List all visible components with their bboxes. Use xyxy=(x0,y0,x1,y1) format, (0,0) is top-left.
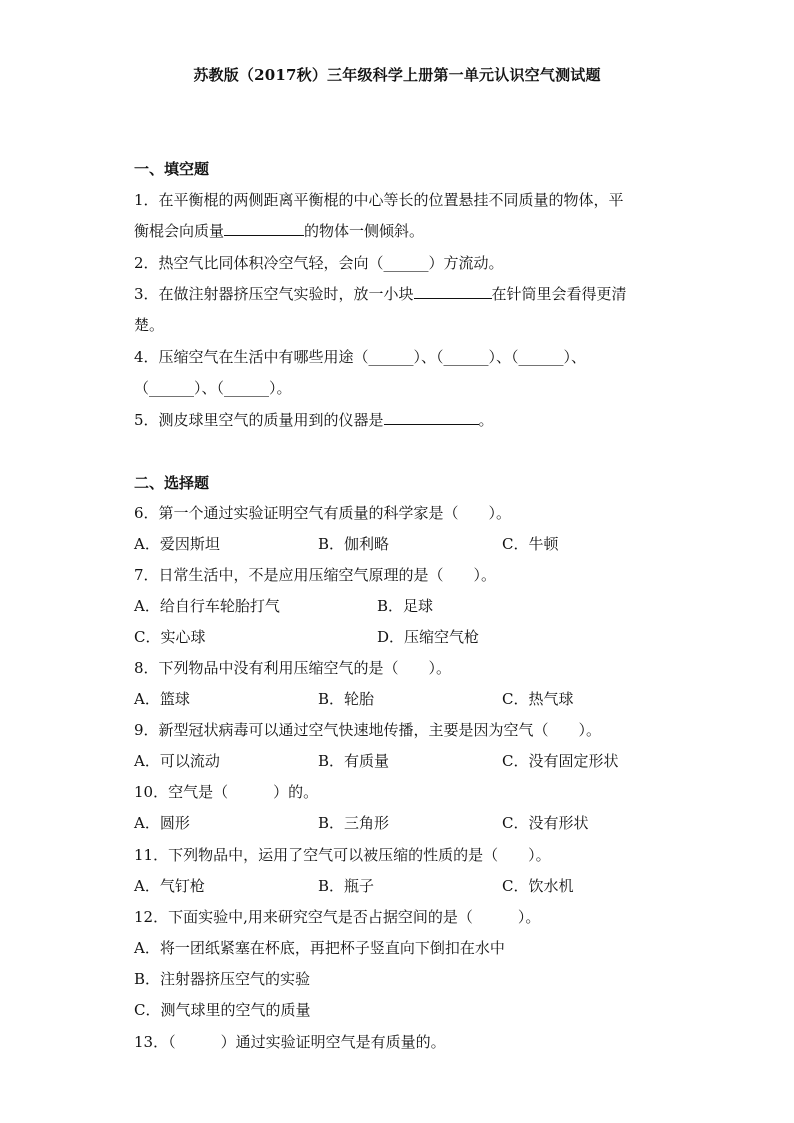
option-9b: B．有质量 xyxy=(318,752,390,770)
option-8c: C．热气球 xyxy=(502,690,574,708)
question-1-text-pre: 衡棍会向质量 xyxy=(134,222,225,240)
question-3-line-2: 楚。 xyxy=(134,316,165,334)
question-3-text-pre: 3．在做注射器挤压空气实验时，放一小块 xyxy=(134,285,414,303)
question-5-text-post: 。 xyxy=(478,411,494,429)
option-11b: B．瓶子 xyxy=(318,877,375,895)
option-8a: A．篮球 xyxy=(134,690,190,708)
question-5-text-pre: 5．测皮球里空气的质量用到的仪器是 xyxy=(134,411,384,429)
option-6b: B．伽利略 xyxy=(318,535,390,553)
option-6a: A．爱因斯坦 xyxy=(134,535,220,553)
question-8: 8．下列物品中没有利用压缩空气的是（ ）。 xyxy=(134,659,452,677)
option-11a: A．气钉枪 xyxy=(134,877,205,895)
question-10: 10．空气是（ ）的。 xyxy=(134,783,319,801)
question-3-line-1 xyxy=(134,284,627,304)
answer-blank xyxy=(414,284,492,299)
question-3-text-post: 在针筒里会看得更清 xyxy=(491,285,627,303)
question-5 xyxy=(134,410,494,430)
section-fill-heading: 一、填空题 xyxy=(134,160,210,178)
question-9: 9．新型冠状病毒可以通过空气快速地传播，主要是因为空气（ ）。 xyxy=(134,721,602,739)
question-6: 6．第一个通过实验证明空气有质量的科学家是（ ）。 xyxy=(134,504,512,522)
option-10b: B．三角形 xyxy=(318,814,390,832)
answer-blank xyxy=(384,410,479,425)
option-6c: C．牛顿 xyxy=(502,535,559,553)
question-2: 2．热空气比同体积冷空气轻，会向（______）方流动。 xyxy=(134,254,504,272)
option-12c: C．测气球里的空气的质量 xyxy=(134,1001,311,1019)
question-11: 11．下列物品中，运用了空气可以被压缩的性质的是（ ）。 xyxy=(134,846,551,864)
option-10a: A．圆形 xyxy=(134,814,190,832)
option-7a: A．给自行车轮胎打气 xyxy=(134,597,280,615)
option-10c: C．没有形状 xyxy=(502,814,589,832)
option-12b: B．注射器挤压空气的实验 xyxy=(134,970,311,988)
option-7c: C．实心球 xyxy=(134,628,206,646)
option-12a: A．将一团纸紧塞在杯底，再把杯子竖直向下倒扣在水中 xyxy=(134,939,505,957)
question-12: 12．下面实验中,用来研究空气是否占据空间的是（ ）。 xyxy=(134,908,541,926)
question-4-line-1: 4．压缩空气在生活中有哪些用途（______）、（______）、（______）、 xyxy=(134,348,587,366)
question-1-line-2 xyxy=(134,221,424,241)
question-1-text-post: 的物体一侧倾斜。 xyxy=(304,222,425,240)
option-9a: A．可以流动 xyxy=(134,752,220,770)
option-8b: B．轮胎 xyxy=(318,690,375,708)
question-7: 7．日常生活中，不是应用压缩空气原理的是（ ）。 xyxy=(134,566,497,584)
option-11c: C．饮水机 xyxy=(502,877,574,895)
page-title: 苏教版（2017秋）三年级科学上册第一单元认识空气测试题 xyxy=(193,66,601,84)
section-choice-heading: 二、选择题 xyxy=(134,474,210,492)
question-4-line-2: （______）、（______）。 xyxy=(134,379,292,397)
option-9c: C．没有固定形状 xyxy=(502,752,619,770)
question-13: 13．（ ）通过实验证明空气是有质量的。 xyxy=(134,1033,446,1051)
option-7d: D．压缩空气枪 xyxy=(377,628,480,646)
question-1-line-1: 1．在平衡棍的两侧距离平衡棍的中心等长的位置悬挂不同质量的物体，平 xyxy=(134,191,624,209)
option-7b: B．足球 xyxy=(377,597,434,615)
answer-blank xyxy=(224,221,304,236)
